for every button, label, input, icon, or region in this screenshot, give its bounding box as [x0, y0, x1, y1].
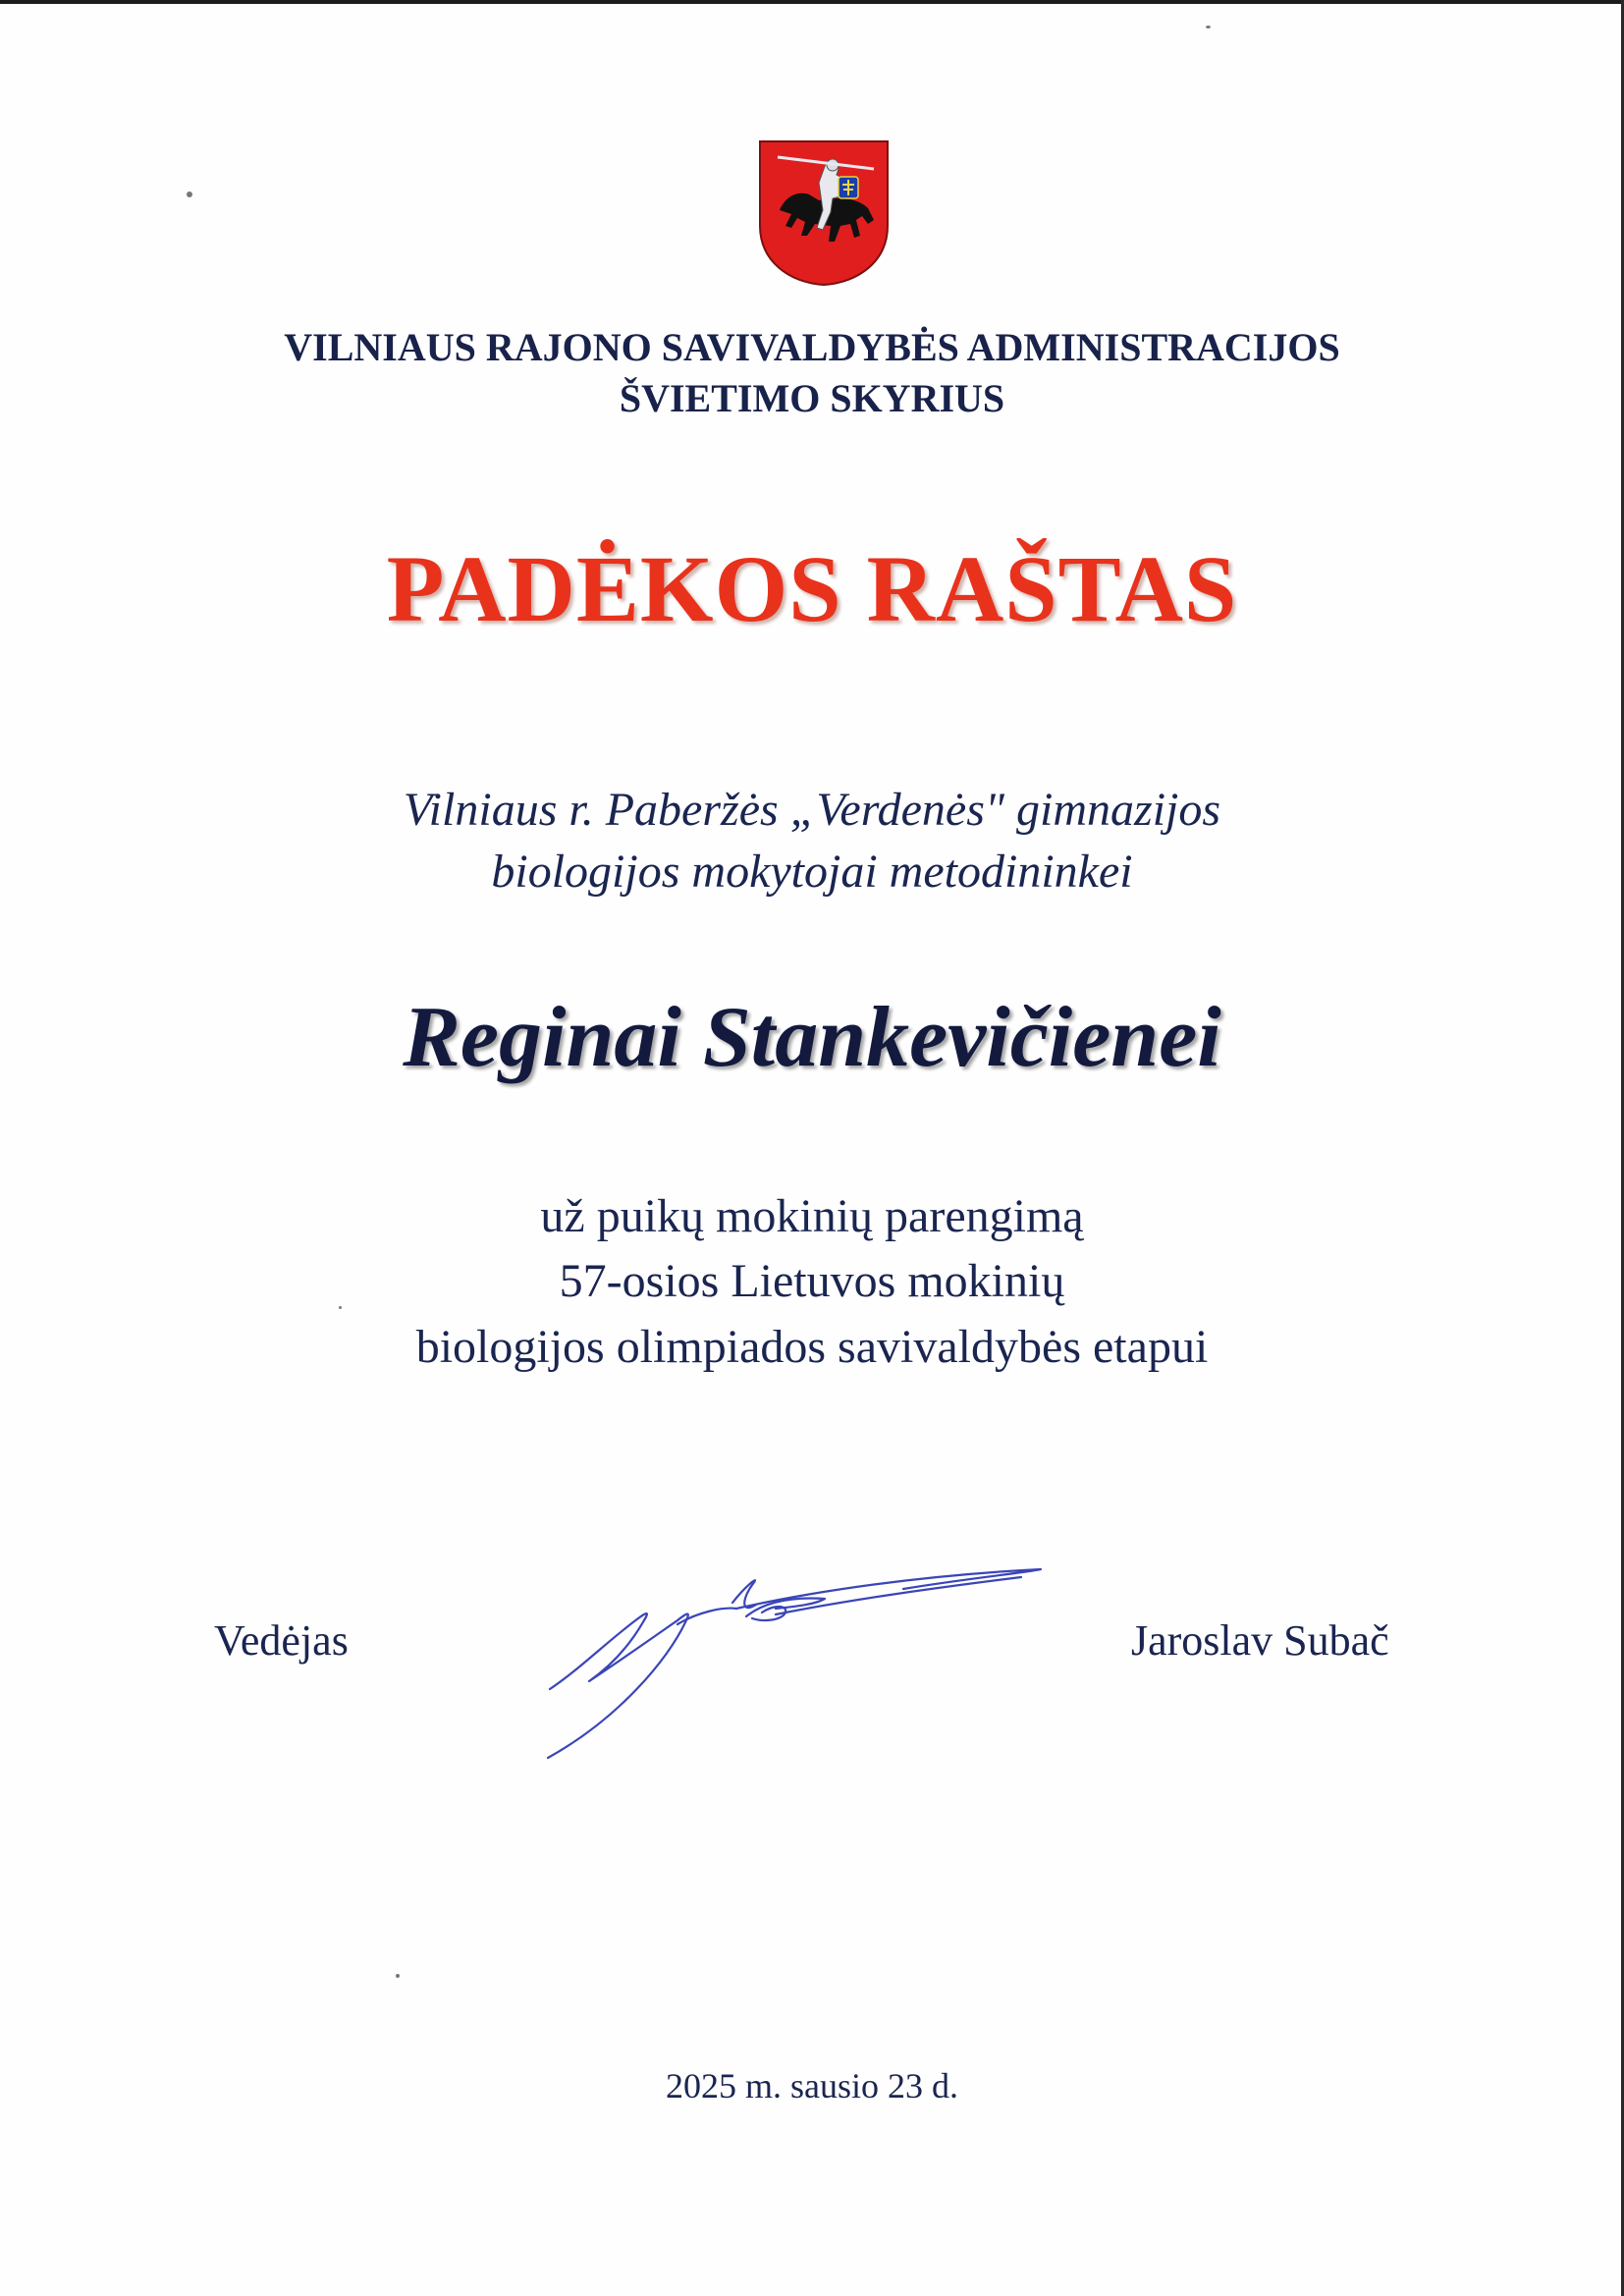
- coat-of-arms-icon: [758, 139, 890, 287]
- reason-line-3: biologijos olimpiados savivaldybės etapui: [415, 1321, 1209, 1373]
- scan-speck: [187, 191, 192, 197]
- addressee-line-2: biologijos mokytojai metodininkei: [491, 846, 1133, 898]
- scan-edge-top: [0, 0, 1624, 4]
- scan-speck: [396, 1974, 400, 1978]
- recipient-name: Reginai Stankevičienei: [403, 990, 1221, 1085]
- issuer-line-2: ŠVIETIMO SKYRIUS: [619, 376, 1005, 420]
- signatory-name: Jaroslav Subač: [1131, 1616, 1389, 1665]
- document-title: PADĖKOS RAŠTAS: [386, 536, 1238, 641]
- reason-line-1: už puikų mokinių parengimą: [540, 1190, 1084, 1242]
- issuer-line-1: VILNIAUS RAJONO SAVIVALDYBĖS ADMINISTRACIJOS: [284, 325, 1340, 369]
- reason-line-2: 57-osios Lietuvos mokinių: [559, 1255, 1065, 1307]
- addressee-line-1: Vilniaus r. Paberžės „Verdenės" gimnazijos: [403, 784, 1221, 836]
- issue-date: 2025 m. sausio 23 d.: [665, 2066, 958, 2105]
- scan-speck: [1206, 26, 1211, 28]
- handwritten-signature: [530, 1552, 1060, 1768]
- signatory-role: Vedėjas: [214, 1616, 349, 1665]
